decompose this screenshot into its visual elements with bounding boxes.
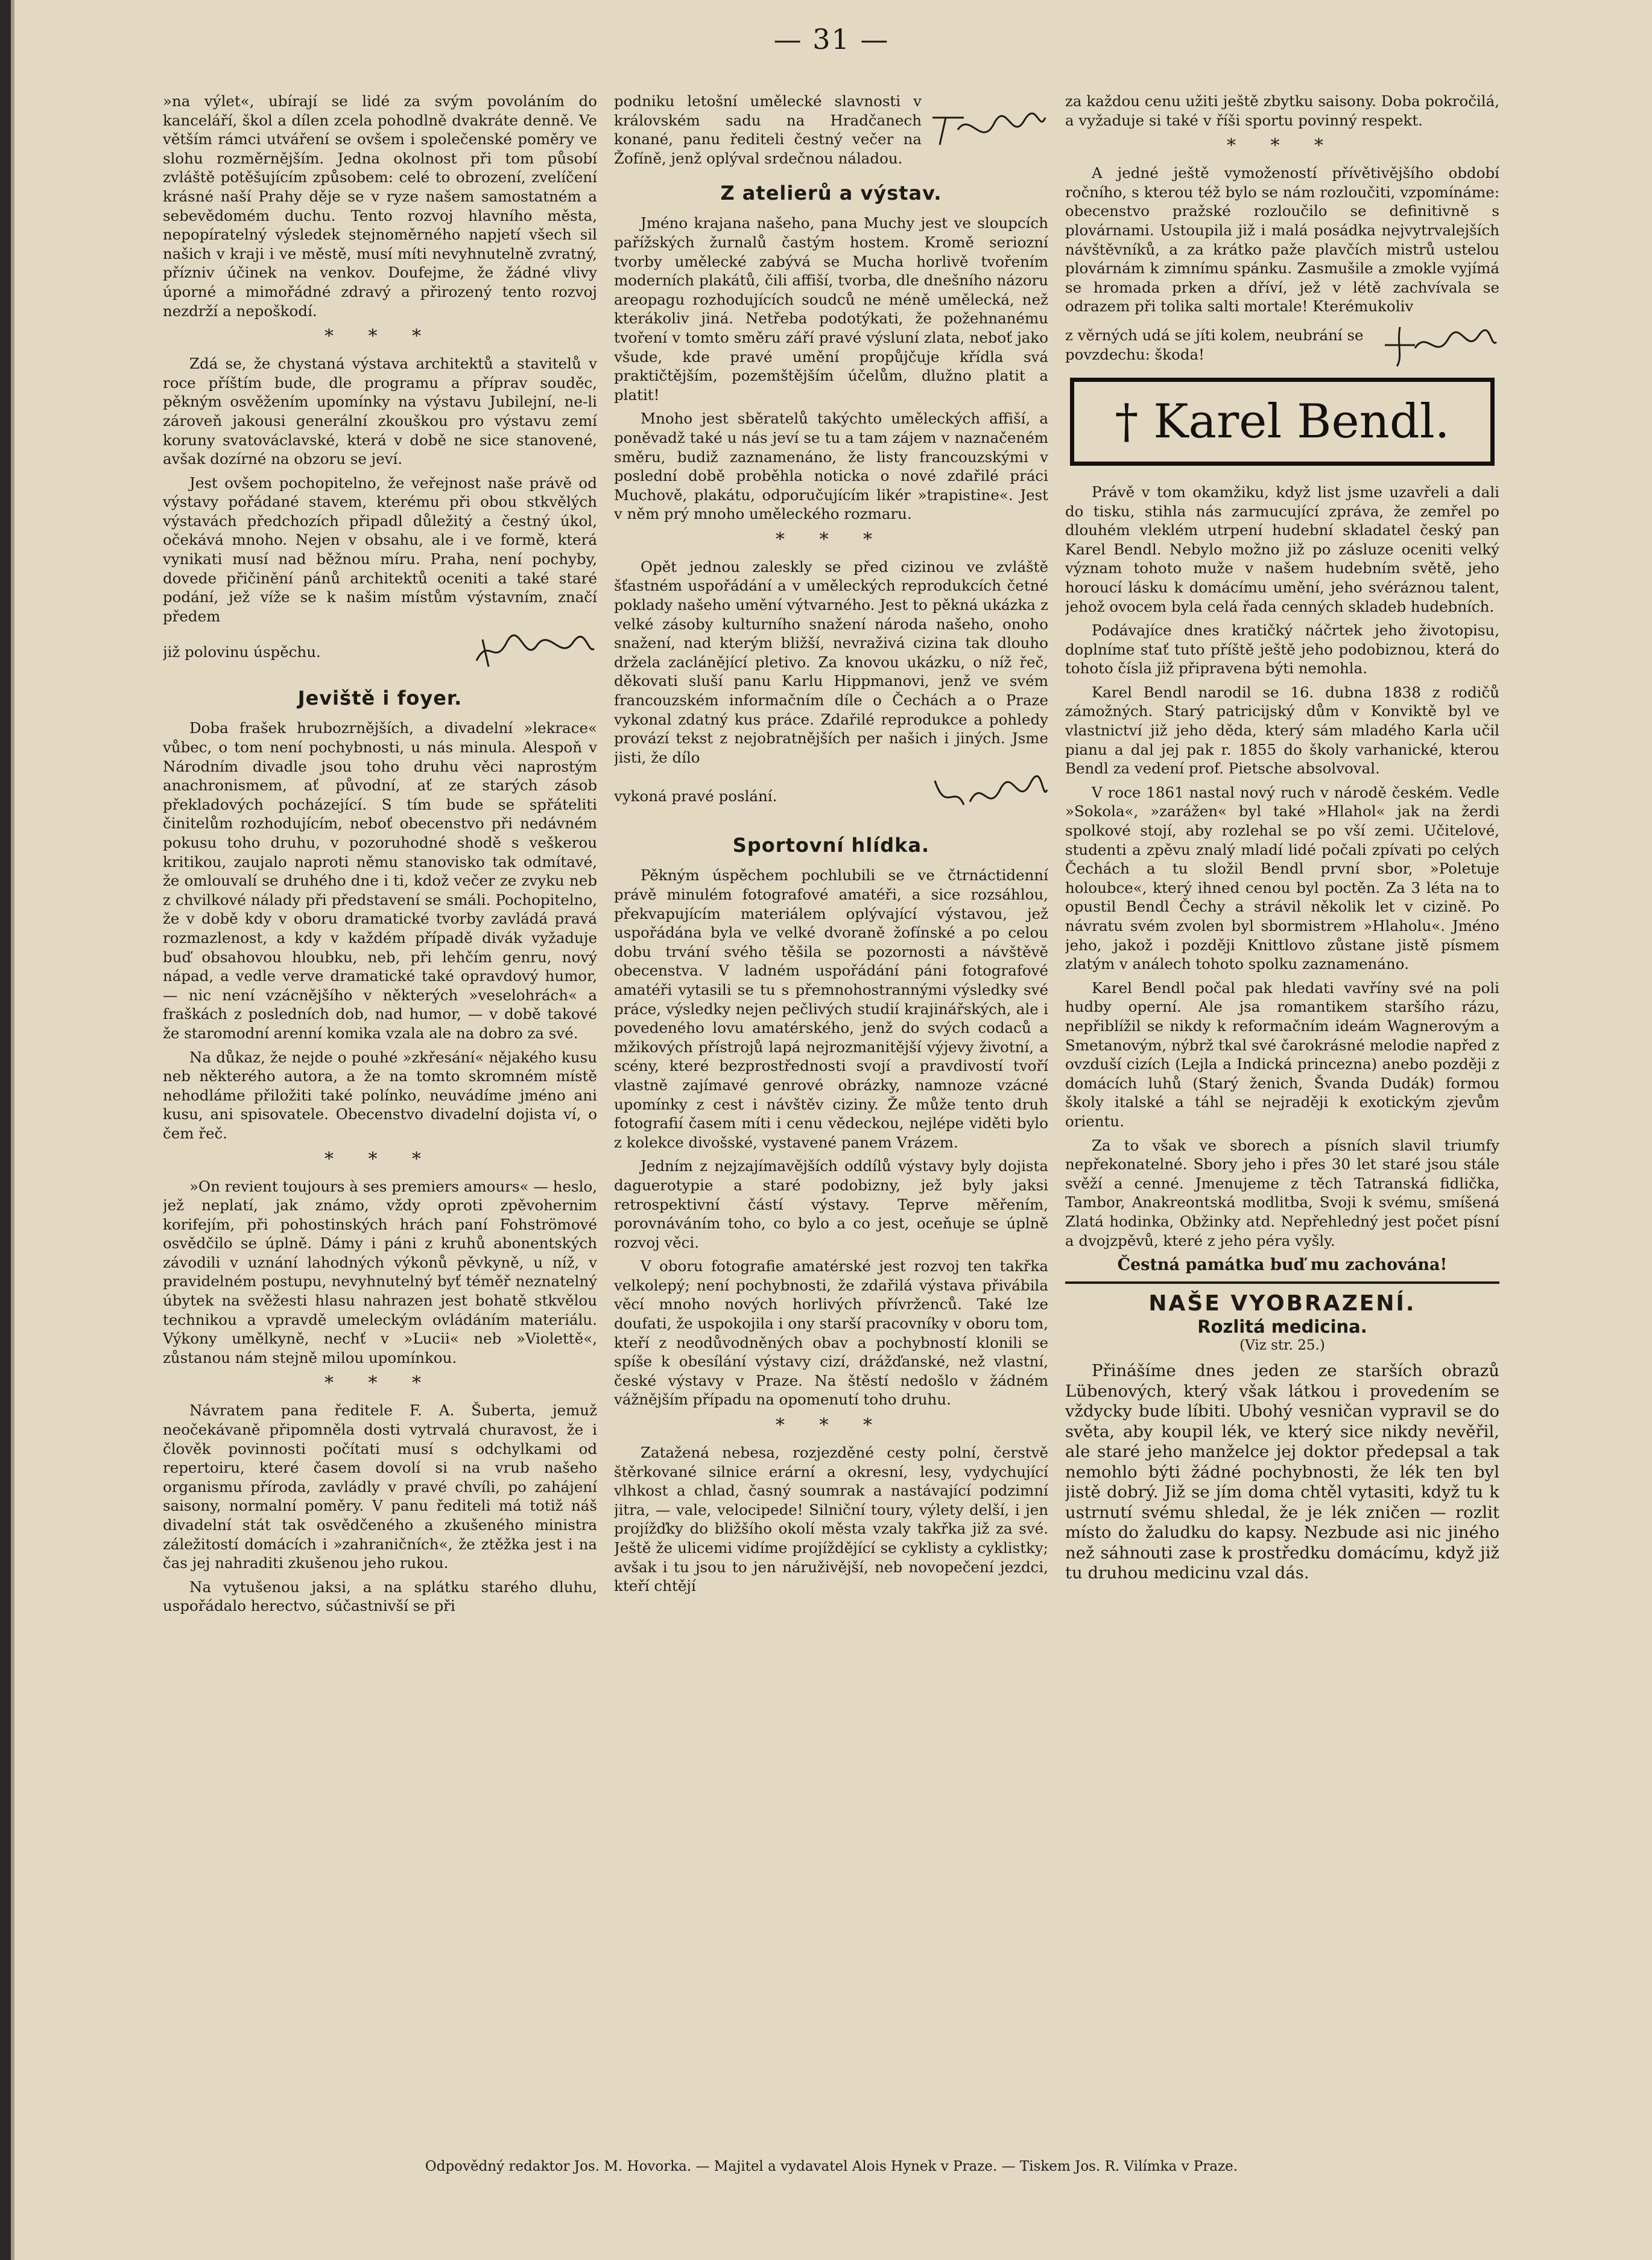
paragraph: Doba frašek hrubozrnějších, a divadelní »lekrace« vůbec, o tom není pochybnosti, u nás minula. Alespoň v Národním divadle jsou toho druhu věci naprostým anachronismem, ať původní, ať ze starých zásob překladových pocházející. S tím bude se spřáteliti činitelům rozhodujícím, neboť obecenstvo při nedávném pokusu toho druhu, v pozoruhodné shodě s veškerou kritikou, zaujalo naproti němu stanovisko tak odmítavé, že omlouvalí se druhého dne i ti, kdož večer ze zvyku neb z chvilkové nálady při představení se smáli. Pochopitelno, že v době kdy v oboru dramatické tvorby zavládá pravá rozmazlenost, a kdy v každém případě divák vyžaduje buď obsahovou hloubku, neb, při lehčím genru, nový nápad, a vedle verve dramatické také opravdový humor, — nic není vzácnějšího v některých »veselohrách« a fraškách z posledních dob, nad humor, — v době takové že staromodní arenní komika vzala ale na dobro za své. — [163, 719, 597, 1042]
memorial-line: Čestná památka buď mu zachována! — [1117, 1255, 1448, 1275]
page-number: — 31 — — [773, 23, 890, 56]
page-reference-note: (Viz str. 25.) — [1239, 1338, 1325, 1354]
paragraph: Zdá se, že chystaná výstava architektů a stavitelů v roce příštím bude, dle programu a příprav souděc, pěkným osvěžením upomínky na výstavu Jubilejní, ne-li zároveň jakousi generální zkouškou pro výstavu zemí koruny svatováclavské, která v době ne sice stanovené, avšak dozírné na obzoru se jeví. — [163, 355, 597, 468]
section-heading-ateliery: Z atelierů a výstav. — [720, 182, 942, 205]
paragraph: »na výlet«, ubírají se lidé za svým povoláním do kanceláří, škol a dílen zcela pohodlně dvakráte denně. Ve větším rámci utváření se ovšem i společenské poměry ve slohu rozměrnějším. Jedna okolnost při tom působí zvláště potěšujícím způsobem: celé to obrození, zvelíčení krásné naší Prahy děje se v ryze našem samostatném a sebevědomém duchu. Tento rozvoj hlavního města, nepopíratelný výsledek stejnoměrného napjetí všech sil našich v kraji i ve městě, musí míti nevyhnutelně zvratný, přízniv účinek na venkov. Doufejme, že žádné vlivy úporné a mimořádné zdravý a přirozený tento rozvoj nezdrží a nepoškodí. — [163, 92, 597, 320]
paragraph: Na důkaz, že nejde o pouhé »zkřesání« nějakého kusu neb některého autora, a že na tomto skromném místě nehodláme přiložiti také polínko, neuvádíme jméno ani kusu, ani spisovatele. Obecenstvo divadelní dojista ví, o čem řeč. — [163, 1048, 597, 1142]
section-separator: * * * — [324, 1148, 436, 1170]
section-separator: * * * — [775, 1415, 887, 1436]
paragraph-end: již polovinu úspěchu. — [163, 643, 321, 661]
signature-image — [928, 772, 1048, 820]
signature-line — [614, 92, 1048, 168]
signature-line — [614, 772, 1048, 820]
paragraph: za každou cenu užiti ještě zbytku saisony. Doba pokročilá, a vyžaduje si také v říši sportu povinný respekt. — [1065, 92, 1499, 129]
signature-image — [1379, 321, 1499, 369]
column-3 — [1065, 92, 1499, 2155]
column-2 — [614, 92, 1048, 2155]
paragraph: Jest ovšem pochopitelno, že veřejnost naše právě od výstavy pořádané stavem, kterému při obou stkvělých výstavách předchozích připadl důležitý a čestný úkol, očekává mnoho. Nejen v obsahu, ale i ve formě, která vynikati musí nad běžnou míru. Praha, není pochyby, dovede přičinění pánů architektů oceniti a také staré podání, jež víže se k našim místům výstavním, značí předem — [163, 474, 597, 625]
signature-line — [1065, 321, 1499, 369]
signature-image — [928, 106, 1048, 154]
paragraph: Mnoho jest sběratelů takýchto uměleckých affiší, a poněvadž také u nás jeví se tu a tam zájem v naznačeném směru, budiž zaznamenáno, že listy francouzskými v poslední době proběhla noticka o nové zdařilé práci Muchově, plakátu, odporučujícím likér »trapistine«. Jest v něm prý mnoho uměleckého rozmaru. — [614, 410, 1048, 523]
section-separator: * * * — [775, 528, 887, 550]
section-separator: * * * — [324, 326, 436, 348]
paragraph: Za to však ve sborech a písních slavil triumfy nepřekonatelné. Sbory jeho i přes 30 let staré jsou stále svěží a cenné. Jmenujeme z těch Tatranská fidlička, Tambor, Anakreontská modlitba, Svoji k svému, smíšená Zlatá hodinka, Obžinky atd. Nepřehledný jest počet písní a dvojzpěvů, které z jeho péra vyšly. — [1065, 1136, 1499, 1249]
paragraph: V roce 1861 nastal nový ruch v národě českém. Vedle »Sokola«, »zarážen« byl také »Hlahol« jak na žerdi spolkové stojí, aby rozlehal se po vší zemi. Učitelové, studenti a zpěvu znalý mladí lidé počali zpívati po celých Čechách a tu složil Bendl první sbor, »Poletuje holoubce«, který ihned cenou byl poctěn. Za 3 léta na to opustil Bendl Čechy a strávil několik let v cizině. Po návratu svém zvolen byl sbormistrem »Hlaholu«. Jméno jeho, jakož i později Knittlovo zůstane jistě písmem zlatým v análech tohoto spolku zaznamenáno. — [1065, 783, 1499, 973]
section-heading-jeviste: Jeviště i foyer. — [297, 687, 463, 710]
paragraph: Jméno krajana našeho, pana Muchy jest ve sloupcích pařížských žurnalů častým hostem. Kromě seriozní tvorby umělecké zabývá se Mucha horlivě tvořením moderních plakátů, čili affiší, tvorba, dle dnešního názoru areopagu rozhodujících soudců ne méně umělecká, než kterákoliv jiná. Netřeba podotýkati, že požehnanému tvoření v tomto směru září pravé výsluní zlata, neboť jako všude, kde pravé umění propůjčuje křídla svá praktičtějším, pozemštějším účelům, dlužno platit a platit! — [614, 214, 1048, 404]
paragraph: A jedné ještě vymožeností přívětivějšího období ročního, s kterou též bylo se nám rozloučiti, vzpomínáme: obecenstvo pražské rozloučilo se definitivně s plovárnami. Ustoupila již i malá posádka nejvytrvalejších návštěvníků, a za krátko paže plavčích mistrů ustelou plovárnám k zimnímu spánku. Zasmušile a zmokle vyjímá se hromada prken a dříví, jež v létě zachvívala se odrazem při tolika salti mortale! Kterémukoliv — [1065, 164, 1499, 316]
paragraph: Přinášíme dnes jeden ze starších obrazů Lübenových, který však látkou i provedením se vždycky bude líbiti. Ubohý vesničan vypravil se do světa, aby koupil lék, ve který sice nikdy nevěřil, ale staré jeho manželce jej doktor předepsal a tak nemohlo býti žádné pochybnosti, že lék ten byl jistě dobrý. Již se jím doma chtěl vytasiti, když tu k ustrnutí svému shledal, že je lék zničen — rozlit místo do žaludku do kapsy. Nezbude asi nic jiného než sáhnouti zase k prostředku domácímu, když již tu druhou medicinu vzal dás. — [1065, 1361, 1499, 1583]
paragraph-end: z věrných udá se jíti kolem, neubrání se povzdechu: škoda! — [1065, 326, 1364, 363]
paragraph: Pěkným úspěchem pochlubili se ve čtrnáctidenní právě minulém fotografové amatéři, a sice rozsáhlou, překvapujícím materiálem oplývající výstavou, jež uspořádána byla ve velké dvoraně žofínské a po celou dobu trvání svého těšila se pozornosti a návštěvě obecenstva. V ladném uspořádání páni fotografové amatéři vytasili se tu s přemnohostrannými výsledky své práce, výsledky nejen pečlivých studií krajinářských, ale i povedeného lovu amatérského, jenž do svých codaců a mžikových přístrojů lapá nejrozmanitější výjevy životní, a scény, které bezprostřednosti svojí a pravdivostí tvoří vlastně zajímavé genrové obrázky, namnoze vzácné upomínky z cest i návštěv ciziny. Že může tento druh fotografií časem míti i cenu vědeckou, nejlépe viděti bylo z kolekce divošské, vystavené panem Vrázem. — [614, 866, 1048, 1151]
section-heading-sport: Sportovní hlídka. — [732, 834, 930, 857]
signature-line — [163, 630, 597, 673]
paragraph: »On revient toujours à ses premiers amours« — heslo, jež neplatí, jak známo, vždy oproti zpěvohernim korifejím, při pohostinských hrách paní Fohströmové osvědčilo se úplně. Dámy i páni z kruhů abonentských závodili v uznání lahodných výkonů pěvkyně, u níž, v pravidelném postupu, nevyhnutelný byť téměř neznatelný úbytek na svěžesti hlasu nahrazen jest bohatě stkvělou technikou a vpravdě umeleckým ovládáním materiálu. Výkony umělkyně, nechť v »Lucii« neb »Violettě«, zůstanou nám stejně milou upomínkou. — [163, 1177, 597, 1366]
paragraph: Zatažená nebesa, rozjezděné cesty polní, čerstvě štěrkované silnice erární a okresní, lesy, vydychující vlhkost a chlad, časný soumrak a nastávající podzimní jitra, — vale, velocipede! Silniční toury, výlety delší, i jen projížďky do bližšího okolí města vzaly takřka již za své. Ještě že ulicemi vidíme projíždějící se cyklisty a cyklistky; avšak i tu jsou to jen náruživější, neb novopečení jezdci, kteří chtějí — [614, 1444, 1048, 1595]
paragraph: Na vytušenou jaksi, a na splátku starého dluhu, uspořádalo herectvo, súčastnivší se při — [163, 1578, 597, 1615]
paragraph: Návratem pana ředitele F. A. Šuberta, jemuž neočekávaně připomněla dosti vytrvalá churavost, že i člověk povinnosti počítati musí s odchylkami od repertoiru, které časem dovolí si na vrub našeho organismu příroda, zavládly v pravé chvíli, po zahájení saisony, normalní poměry. V panu řediteli má totiž náš divadelní stát tak osvědčeného a zkušeného ministra záležitostí domácích i »zahraničních«, že ztěžka jest i na čas jej nahraditi zkušenou jeho rukou. — [163, 1401, 597, 1572]
newspaper-page — [11, 0, 1652, 2260]
divider — [1065, 1281, 1499, 1284]
paragraph: Karel Bendl narodil se 16. dubna 1838 z rodičů zámožných. Starý patricijský dům v Konviktě byl ve vlastnictví již jeho děda, který sám mladého Karla učil pianu a dal jej pak r. 1855 do školy varhanické, kterou Bendl za vedení prof. Pietsche absolvoval. — [1065, 683, 1499, 778]
obituary-title: † Karel Bendl. — [1115, 394, 1450, 449]
subheading-medicina: Rozlitá medicina. — [1197, 1316, 1367, 1338]
obituary-box — [1070, 378, 1495, 466]
paragraph: podniku letošní umělecké slavnosti v královském sadu na Hradčanech konané, panu řediteli čestný večer na Žofíně, jenž oplýval srdečnou náladou. — [614, 92, 922, 167]
section-heading-vyobrazeni: NAŠE VYOBRAZENÍ. — [1148, 1291, 1416, 1316]
section-separator: * * * — [324, 1373, 436, 1394]
paragraph: Karel Bendl počal pak hledati vavříny své na poli hudby operní. Ale jsa romantikem staršího rázu, nepřiblížil se nikdy k reformačním ideám Wagnerovým a Smetanovým, nýbrž tkal své čarokrásné melodie napřed z ovzduší cizích (Lejla a Indická princezna) anebo později z domácích luhů (Starý ženich, Švanda Dudák) formou školy italské a táhl se nejraději k exotickým zjevům orientu. — [1065, 979, 1499, 1130]
paragraph: Jedním z nejzajímavějších oddílů výstavy byly dojista daguerotypie a staré podobizny, jež byly jaksi retrospektivní částí výstavy. Teprve měřením, porovnáváním toho, co bylo a co jest, oceňuje se úplně rozvoj věci. — [614, 1157, 1048, 1251]
paragraph-end: vykoná pravé poslání. — [614, 787, 777, 805]
section-separator: * * * — [1226, 135, 1338, 157]
imprint-footer: Odpovědný redaktor Jos. M. Hovorka. — Majitel a vydavatel Alois Hynek v Praze. — Tiskem Jos. R. Vilímka v Praze. — [425, 2159, 1238, 2174]
column-1 — [163, 92, 597, 2155]
paragraph: Právě v tom okamžiku, když list jsme uzavřeli a dali do tisku, stihla nás zarmucující zpráva, že zemřel po dlouhém vleklém utrpení hudební skladatel český pan Karel Bendl. Nebylo možno již po zásluze oceniti velký význam tohoto muže v našem hudebním světě, jeho horoucí lásku k domácímu umění, jeho svéráznou talent, jehož ovocem byla celá řada cenných skladeb hudebních. — [1065, 483, 1499, 615]
signature-image — [470, 630, 597, 673]
paragraph: Podávajíce dnes kratičký náčrtek jeho životopisu, doplníme stať tuto příště ještě jeho podobiznou, která do tohoto čísla již připravena býti nemohla. — [1065, 621, 1499, 678]
paragraph: V oboru fotografie amatérské jest rozvoj ten takřka velkolepý; není pochybnosti, že zdařilá výstava přivábila věcí mnoho nových horlivých přívrženců. Také lze doufati, že uspokojila i ony starší pracovníky v oboru tom, kteří z neodůvodněných obav a pochybností klonili se spíše k obesílání výstavy cizí, drážďanské, než vlastní, české výstavy v Praze. Na štěstí nedošlo v žádném vážnějším případu na opomenutí toho druhu. — [614, 1257, 1048, 1409]
paragraph: Opět jednou zaleskly se před cizinou ve zvláště šťastném uspořádání a v uměleckých reprodukcích četné poklady našeho umění výtvarného. Jest to pěkná ukázka z velké zásoby kulturního snažení národa našeho, onoho snažení, nad kterým bližší, nevraživá cizina tak dlouho držela zaclánějící pletivo. Za knovou ukázku, o níž řeč, děkovati sluší panu Karlu Hippmanovi, jenž ve svém francouzském informačním díle o Čechách a o Praze vykonal zdatný kus práce. Zdařilé reprodukce a pohledy provází tekst z nejobratnějších per našich i jiných. Jsme jisti, že dílo — [614, 557, 1048, 766]
